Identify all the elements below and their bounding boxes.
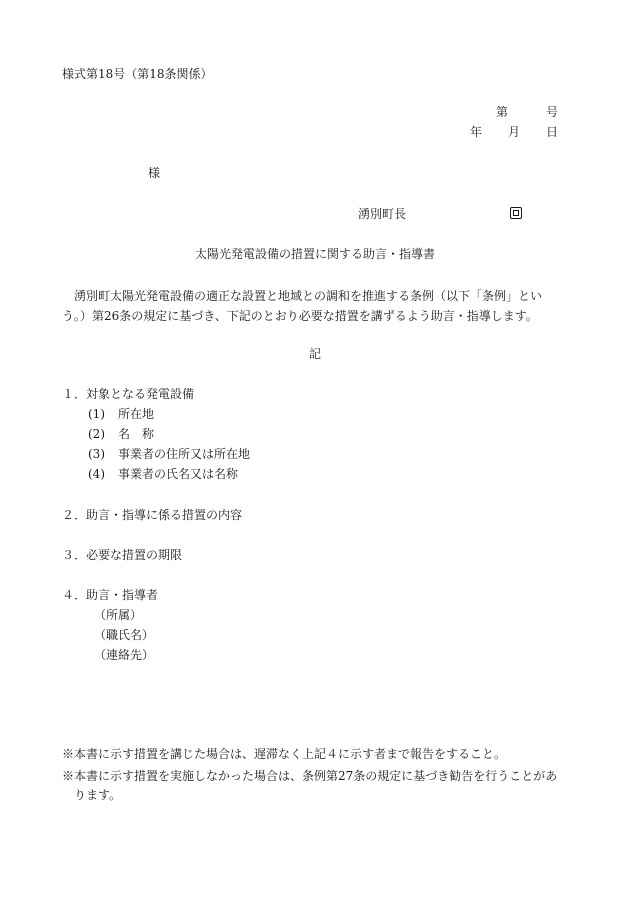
addressee: 様 bbox=[148, 166, 161, 180]
document-title: 太陽光発電設備の措置に関する助言・指導書 bbox=[194, 247, 435, 261]
body-text bbox=[62, 286, 562, 326]
note-2-continued: ります。 bbox=[74, 788, 122, 802]
document-number-row bbox=[496, 104, 558, 120]
issuer-name: 湧別町長 bbox=[358, 207, 407, 221]
form-number: 様式第18号（第18条関係） bbox=[62, 67, 213, 81]
subitem-number: (4) bbox=[88, 467, 105, 481]
subitem-text: 名 称 bbox=[118, 427, 155, 441]
subitem-number: (1) bbox=[88, 407, 105, 421]
seal-icon bbox=[510, 207, 522, 219]
subitem-2 bbox=[88, 426, 154, 442]
issuer-line bbox=[358, 206, 522, 222]
subitem-text: 所在地 bbox=[118, 407, 155, 421]
ki-heading: 記 bbox=[308, 347, 321, 361]
date-row bbox=[470, 124, 558, 140]
number-suffix: 号 bbox=[546, 105, 559, 119]
note-1: ※本書に示す措置を講じた場合は、遅滞なく上記４に示す者まで報告をすること。 bbox=[62, 747, 507, 761]
contact-phone: （連絡先） bbox=[94, 648, 155, 662]
note-2: ※本書に示す措置を実施しなかった場合は、条例第27条の規定に基づき勧告を行うことがあ bbox=[62, 769, 558, 783]
year-label: 年 bbox=[470, 125, 483, 139]
contact-affiliation: （所属） bbox=[94, 608, 143, 622]
subitem-text: 事業者の住所又は所在地 bbox=[118, 447, 251, 461]
subitem-3 bbox=[88, 446, 250, 462]
subitem-text: 事業者の氏名又は名称 bbox=[118, 467, 239, 481]
subitem-1 bbox=[88, 406, 154, 422]
section-3-label: ３．必要な措置の期限 bbox=[62, 548, 183, 562]
subitem-4 bbox=[88, 466, 238, 482]
subitem-number: (3) bbox=[88, 447, 105, 461]
subitem-number: (2) bbox=[88, 427, 105, 441]
day-label: 日 bbox=[546, 125, 559, 139]
contact-title-name: （職氏名） bbox=[94, 628, 155, 642]
section-1-label: １．対象となる発電設備 bbox=[62, 387, 195, 401]
section-4-label: ４．助言・指導者 bbox=[62, 588, 159, 602]
number-label: 第 bbox=[496, 105, 509, 119]
section-2-label: ２．助言・指導に係る措置の内容 bbox=[62, 508, 243, 522]
month-label: 月 bbox=[508, 125, 521, 139]
body-text-content: 湧別町太陽光発電設備の適正な設置と地域との調和を推進する条例（以下「条例」という。）第26条の規定に基づき、下記のとおり必要な措置を講ずるよう助言・指導します。 bbox=[62, 289, 543, 323]
